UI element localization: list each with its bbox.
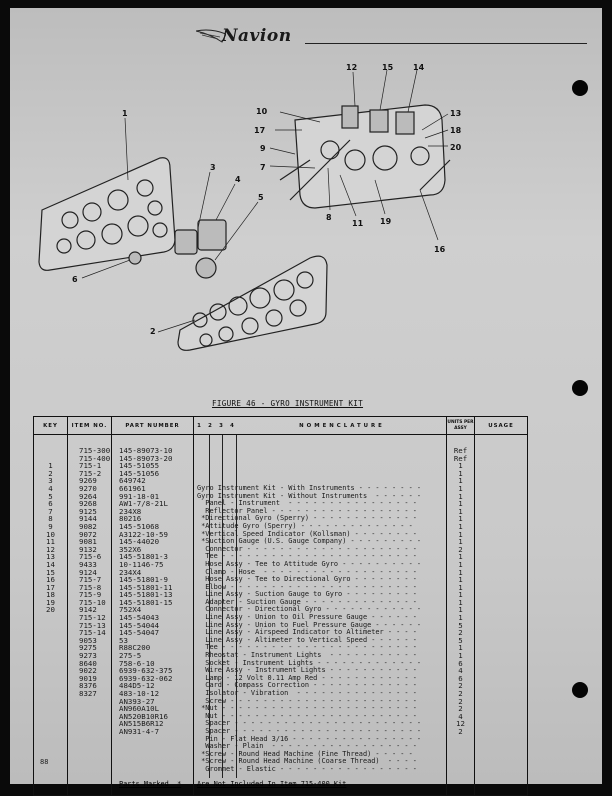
row-nom-cell: Wire Assy - Instrument Lights - - - - - - - - - - - [197, 666, 417, 675]
row-key-cell: 20 [46, 605, 55, 615]
row-item-cell: 715-7 [79, 575, 102, 585]
row-part-cell: 275-5 [119, 651, 142, 661]
row-part-cell: 145-51056 [119, 468, 160, 478]
row-key-cell [34, 622, 67, 630]
row-units-cell: 2 [458, 704, 463, 714]
row-part-cell: 145-54047 [119, 628, 160, 638]
row-units-cell: 1 [458, 590, 463, 600]
row-units-cell: 4 [458, 666, 463, 676]
row-nom-cell: Tee - - - - - - - - - - - - - - - - - - - - - - - - [197, 552, 417, 561]
row-key-cell [34, 644, 67, 652]
row-nom-cell: Line Assy - Airspeed Indicator to Altimeter - - - - [197, 628, 417, 637]
usage-column [475, 435, 527, 451]
header-key: KEY [34, 417, 68, 435]
row-part-cell: 6939-632-375 [119, 666, 173, 676]
row-nom-cell: *Directional Gyro (Sperry) - - - - - - - - - - - - - [197, 514, 417, 523]
row-nom-cell: Adapter - Suction Gauge - - - - - - - - - - - - - - [197, 597, 417, 606]
row-item-cell: 8640 [79, 658, 97, 668]
row-part-cell: 484D5-12 [119, 681, 155, 691]
item-no-column [68, 435, 111, 740]
row-part-cell: AN960A10L [119, 704, 160, 714]
row-nom-cell: Gyro Instrument Kit - With Instruments - - - - - - - - [197, 483, 422, 492]
row-nom-cell: Hose Assy - Tee to Attitude Gyro - - - - - - - - - - [197, 559, 422, 568]
row-units-cell: 12 [456, 719, 465, 729]
callout-3: 3 [210, 163, 216, 172]
row-item-cell: 9072 [79, 529, 97, 539]
callout-12: 12 [346, 63, 358, 72]
row-units-cell: 2 [458, 681, 463, 691]
callout-11: 11 [352, 219, 364, 228]
row-nom-cell: *Vertical Speed Indicator (Kollsman) - - - - - - - - [197, 529, 417, 538]
row-item-cell: 715-9 [79, 590, 102, 600]
figure-caption: FIGURE 46 - GYRO INSTRUMENT KIT [212, 399, 364, 408]
callout-7: 7 [260, 163, 266, 172]
row-nom-cell: *Screw - Round Head Machine (Coarse Thread) - - - - [197, 757, 417, 766]
row-item-cell: 715-10 [79, 597, 106, 607]
row-nom-cell: Tee - - - - - - - - - - - - - - - - - - - - - - - - [197, 643, 417, 652]
row-part-cell: 145-51801-15 [119, 597, 173, 607]
row-item-cell: 715-300 [79, 446, 111, 455]
row-key-cell: 2 [48, 468, 53, 478]
row-item-cell: 8327 [79, 689, 97, 698]
key-column [34, 435, 67, 740]
row-units-cell: 1 [458, 491, 463, 501]
row-units-cell: 1 [458, 613, 463, 623]
row-key-cell [34, 698, 67, 706]
row-part-cell: AN931-4-7 [119, 726, 160, 736]
row-nom-cell: Spacer - - - - - - - - - - - - - - - - - - - - - - - [197, 719, 422, 728]
row-item-cell: 9053 [79, 635, 97, 645]
row-item-cell: 9268 [79, 499, 97, 509]
header-rule [305, 43, 587, 44]
row-nom-cell: *Nut - - - - - - - - - - - - - - - - - - - - - - - - [197, 704, 417, 713]
row-key-cell: 3 [48, 476, 53, 486]
row-item-cell: 9132 [79, 544, 97, 554]
brand-logo: Navion [222, 26, 292, 46]
row-units-cell: 1 [458, 499, 463, 509]
row-key-cell: 5 [48, 491, 53, 501]
row-key-cell [34, 682, 67, 690]
row-key-cell: 10 [46, 529, 55, 539]
row-units-cell: 1 [458, 521, 463, 531]
row-part-cell: 145-51801-9 [119, 575, 168, 585]
callout-16: 16 [434, 245, 446, 254]
row-part-cell: R88C200 [119, 643, 151, 653]
row-item-cell [79, 728, 111, 736]
row-nom-cell: Elbow - - - - - - - - - - - - - - - - - - - - - - - [197, 582, 417, 591]
row-key-cell: 7 [48, 506, 53, 516]
row-part-cell: 649742 [119, 476, 146, 486]
callout-18: 18 [450, 126, 462, 135]
row-units-cell: 4 [458, 711, 463, 721]
row-item-cell: 715-1 [79, 461, 102, 471]
row-nom-cell: Spacer - - - - - - - - - - - - - - - - - - - - - - - [197, 726, 422, 735]
row-key-cell: 9 [48, 521, 53, 531]
row-key-cell [34, 690, 67, 698]
footnote-left: Parts Marked * [119, 779, 182, 788]
row-item-cell: 9270 [79, 483, 97, 493]
row-nom-cell: *Suction Gauge (U.S. Gauge Company) - - - - - - - - - [197, 537, 422, 546]
header-usage: USAGE [475, 417, 528, 435]
row-units-cell: 6 [458, 658, 463, 668]
row-units-cell: 2 [458, 628, 463, 638]
row-item-cell: 9124 [79, 567, 97, 577]
row-part-cell: 145-89073-10 [119, 446, 173, 455]
row-part-cell: 145-44020 [119, 537, 160, 547]
row-part-cell: 752X4 [119, 605, 142, 615]
row-item-cell [79, 720, 111, 728]
row-part-cell: 145-54044 [119, 620, 160, 630]
row-key-cell [34, 447, 67, 455]
row-item-cell: 9142 [79, 605, 97, 615]
row-nom-cell: Washer - Plain - - - - - - - - - - - - - - - - - - [197, 742, 417, 751]
row-part-cell: 6939-632-062 [119, 673, 173, 683]
header-item-no: ITEM NO. [68, 417, 112, 435]
row-key-cell: 6 [48, 499, 53, 509]
row-units-cell: 1 [458, 461, 463, 471]
row-key-cell: 11 [46, 537, 55, 547]
row-item-cell [79, 713, 111, 721]
row-part-cell: 145-51801-13 [119, 590, 173, 600]
punch-hole [572, 682, 588, 698]
callout-13: 13 [450, 109, 462, 118]
row-part-cell: 661961 [119, 483, 146, 493]
row-key-cell: 15 [46, 567, 55, 577]
header-units-per-assy: UNITS PER ASSY [447, 417, 475, 435]
row-units-cell: 5 [458, 620, 463, 630]
row-part-cell: 234X8 [119, 506, 142, 516]
row-key-cell [34, 629, 67, 637]
row-part-cell: 145-51068 [119, 521, 160, 531]
row-nom-cell: Line Assy - Altimeter to Vertical Speed - - - - - - [197, 635, 417, 644]
header-nomenclature-label: NOMENCLATURE [299, 422, 385, 429]
row-key-cell: 12 [46, 544, 55, 554]
row-key-cell [34, 667, 67, 675]
row-key-cell: 16 [46, 575, 55, 585]
row-nom-cell: Card - Compass Correction - - - - - - - - - - - - - [197, 681, 417, 690]
row-units-cell: 1 [458, 529, 463, 539]
row-item-cell: 715-400 [79, 453, 111, 463]
row-key-cell: 8 [48, 514, 53, 524]
row-nom-cell: Gyro Instrument Kit - Without Instruments - - - - - - [197, 491, 422, 500]
row-units-cell: 1 [458, 514, 463, 524]
row-nom-cell: Rheostat - Instrument Lights - - - - - - - - - - - [197, 651, 417, 660]
row-part-cell: AW1-7/8-21L [119, 499, 168, 509]
row-part-cell: 53 [119, 635, 128, 645]
row-item-cell: 9022 [79, 666, 97, 676]
row-units-cell: 1 [458, 605, 463, 615]
row-item-cell: 9019 [79, 673, 97, 683]
row-key-cell [34, 720, 67, 728]
row-part-cell: 352X6 [119, 544, 142, 554]
row-item-cell: 9144 [79, 514, 97, 524]
row-nom-cell: Clamp - Hose - - - - - - - - - - - - - - - - - - - [197, 567, 417, 576]
row-part-cell: 758-6-10 [119, 658, 155, 668]
row-nom-cell: Lamp - 12 Volt 0.11 Amp Red - - - - - - - - - - - - [197, 673, 417, 682]
row-nom-cell: Connector - - - - - - - - - - - - - - - - - - - - - [197, 544, 417, 553]
row-item-cell: 715-2 [79, 468, 102, 478]
row-units-cell: 1 [458, 575, 463, 585]
row-units-cell: 1 [458, 582, 463, 592]
units-column [447, 435, 474, 740]
callout-6: 6 [72, 275, 78, 284]
row-item-cell: 715-12 [79, 613, 106, 623]
row-key-cell: 14 [46, 559, 55, 569]
row-item-cell: 9125 [79, 506, 97, 516]
parts-list-table [33, 416, 528, 796]
row-item-cell: 9082 [79, 521, 97, 531]
row-item-cell: 9275 [79, 643, 97, 653]
callout-20: 20 [450, 143, 462, 152]
punch-hole [572, 380, 588, 396]
callout-5: 5 [258, 193, 264, 202]
row-part-cell: AN520B10R16 [119, 711, 168, 721]
row-units-cell: 1 [458, 651, 463, 661]
footnote-row [34, 778, 528, 796]
row-units-cell: 2 [458, 689, 463, 698]
row-units-cell: 1 [458, 468, 463, 478]
row-nom-cell: Hose Assy - Tee to Directional Gyro - - - - - - - - [197, 575, 417, 584]
page-number: 88 [40, 758, 49, 766]
callout-19: 19 [380, 217, 392, 226]
row-nom-cell: Grommet - Elastic - - - - - - - - - - - - - - - - - [197, 764, 417, 773]
header-level-2: 2 [208, 422, 213, 429]
row-key-cell [34, 637, 67, 645]
row-part-cell: 145-54043 [119, 613, 160, 623]
callout-15: 15 [382, 63, 394, 72]
row-nom-cell: Panel - Instrument - - - - - - - - - - - - - - - - [197, 499, 417, 508]
row-part-cell: 483-10-12 [119, 689, 160, 698]
row-units-cell: Ref [453, 453, 468, 463]
row-units-cell: 1 [458, 552, 463, 562]
row-key-cell: 19 [46, 597, 55, 607]
callout-17: 17 [254, 126, 266, 135]
row-nom-cell: Screw - - - - - - - - - - - - - - - - - - - - - - - [197, 696, 417, 705]
row-key-cell [34, 713, 67, 721]
row-units-cell: 5 [458, 635, 463, 645]
row-units-cell: 1 [458, 643, 463, 653]
row-units-cell: 6 [458, 673, 463, 683]
row-item-cell [79, 698, 111, 706]
row-units-cell: 2 [458, 544, 463, 554]
row-item-cell: 715-14 [79, 628, 106, 638]
row-nom-cell: Isolator - Vibration - - - - - - - - - - - - - - - [197, 689, 417, 697]
part-number-column [112, 435, 193, 740]
row-part-cell: AN393-27 [119, 696, 155, 706]
row-key-cell: 4 [48, 483, 53, 493]
row-nom-cell: *Attitude Gyro (Sperry) - - - - - - - - - - - - - - [197, 521, 413, 530]
row-item-cell: 715-13 [79, 620, 106, 630]
row-part-cell: 145-51055 [119, 461, 160, 471]
row-key-cell: 1 [48, 461, 53, 471]
row-part-cell: 10-1146-75 [119, 559, 164, 569]
row-item-cell: 8376 [79, 681, 97, 691]
punch-hole [572, 80, 588, 96]
row-part-cell: 991-18-01 [119, 491, 160, 501]
row-part-cell: A3122-10-59 [119, 529, 168, 539]
row-nom-cell: Line Assy - Union to Fuel Pressure Gauge - - - - - - [197, 620, 422, 629]
header-nomenclature [194, 417, 447, 435]
row-key-cell [34, 660, 67, 668]
row-key-cell [34, 652, 67, 660]
row-part-cell: 234X4 [119, 567, 142, 577]
row-nom-cell: Socket - Instrument Lights - - - - - - - - - - - - - [197, 658, 422, 667]
row-units-cell: 1 [458, 597, 463, 607]
row-key-cell [34, 728, 67, 736]
exploded-diagram [30, 50, 510, 390]
row-units-cell: 1 [458, 567, 463, 577]
callout-4: 4 [235, 175, 241, 184]
callout-10: 10 [256, 107, 268, 116]
row-part-cell: AN515B6R12 [119, 719, 164, 729]
header-part-number: PART NUMBER [112, 417, 194, 435]
row-item-cell: 715-8 [79, 582, 102, 592]
row-item-cell: 715-6 [79, 552, 102, 562]
header-level-1: 1 [197, 422, 202, 429]
row-item-cell: 9433 [79, 559, 97, 569]
row-item-cell: 9264 [79, 491, 97, 501]
callout-1: 1 [122, 109, 128, 118]
row-part-cell: 145-51801-11 [119, 582, 173, 592]
callout-8: 8 [326, 213, 332, 222]
callout-14: 14 [413, 63, 425, 72]
row-part-cell: 80216 [119, 514, 142, 524]
row-key-cell: 18 [46, 590, 55, 600]
row-key-cell: 13 [46, 552, 55, 562]
row-item-cell: 9269 [79, 476, 97, 486]
callout-9: 9 [260, 144, 266, 153]
row-nom-cell: *Screw - Round Head Machine (Fine Thread) - - - - - [197, 749, 413, 758]
row-key-cell: 17 [46, 582, 55, 592]
header-level-3: 3 [219, 422, 224, 429]
row-units-cell: 2 [458, 726, 463, 736]
nomenclature-column [194, 435, 446, 778]
callout-2: 2 [150, 327, 156, 336]
row-nom-cell: Reflector Panel - - - - - - - - - - - - - - - - - - [197, 506, 417, 515]
row-part-cell: 145-89073-20 [119, 453, 173, 463]
row-item-cell: 9273 [79, 651, 97, 661]
row-nom-cell: Connector - Directional Gyro - - - - - - - - - - - - [197, 605, 422, 614]
row-part-cell: 145-51801-3 [119, 552, 168, 562]
row-units-cell: 1 [458, 476, 463, 486]
row-key-cell [34, 675, 67, 683]
row-nom-cell: Line Assy - Union to Oil Pressure Gauge - - - - - - [197, 613, 417, 622]
row-units-cell: 1 [458, 483, 463, 493]
row-units-cell: Ref [453, 446, 468, 455]
row-item-cell: 9081 [79, 537, 97, 547]
row-key-cell [34, 614, 67, 622]
row-units-cell: 1 [458, 559, 463, 569]
row-units-cell: 1 [458, 506, 463, 516]
row-item-cell [79, 705, 111, 713]
footnote-right: Are Not Included In Item 715-400 Kit [197, 779, 347, 788]
row-units-cell: 2 [458, 696, 463, 706]
header-level-4: 4 [230, 422, 235, 429]
row-nom-cell: Pin - Flat Head 3/16 - - - - - - - - - - - - - - - - [197, 734, 422, 743]
row-nom-cell: Line Assy - Suction Gauge to Gyro - - - - - - - - - [197, 590, 417, 599]
row-key-cell [34, 705, 67, 713]
row-units-cell: 1 [458, 537, 463, 547]
row-nom-cell: Nut - - - - - - - - - - - - - - - - - - - - - - - - [197, 711, 417, 720]
